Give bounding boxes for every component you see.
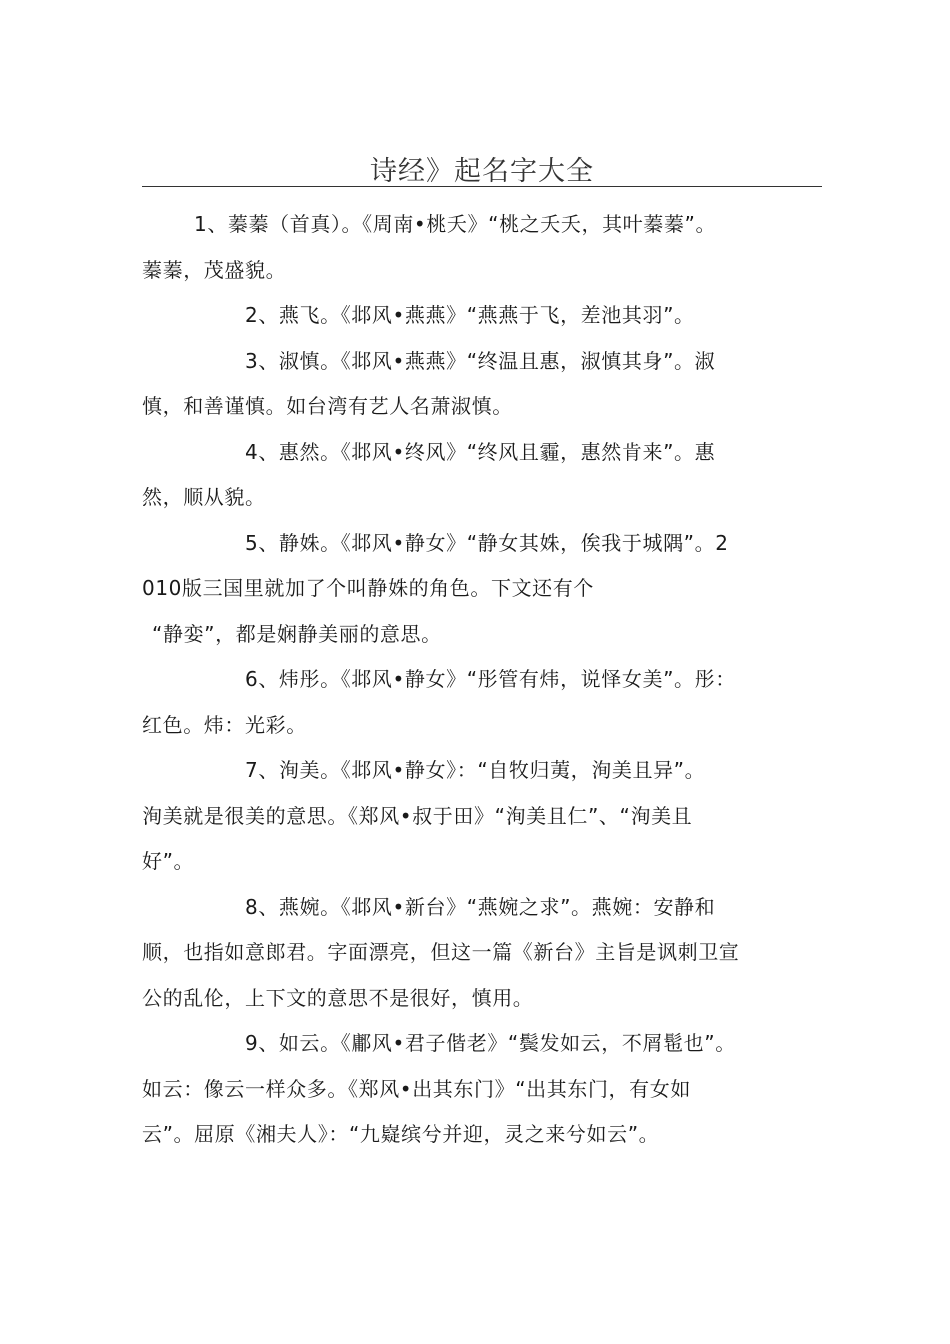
paragraph-line: 1、蓁蓁（首真）。《周南•桃夭》“桃之夭夭，其叶蓁蓁”。 — [194, 212, 717, 236]
paragraph-line: 公的乱伦，上下文的意思不是很好，慎用。 — [142, 985, 534, 1010]
paragraph-line: 好”。 — [142, 849, 195, 873]
paragraph-line: 8、燕婉。《邶风•新台》“燕婉之求”。燕婉：安静和 — [245, 894, 716, 919]
paragraph-line: 9、如云。《鄘风•君子偕老》“鬓发如云，不屑髢也”。 — [245, 1031, 736, 1055]
paragraph-line: 红色。炜：光彩。 — [142, 712, 307, 737]
paragraph-line: 4、惠然。《邶风•终风》“终风且霾，惠然肯来”。惠 — [245, 439, 716, 464]
paragraph-line: 5、静姝。《邶风•静女》“静女其姝，俟我于城隅”。2 — [245, 530, 729, 555]
paragraph-line: 慎，和善谨慎。如台湾有艺人名萧淑慎。 — [142, 394, 513, 418]
paragraph-line: 3、淑慎。《邶风•燕燕》“终温且惠，淑慎其身”。淑 — [245, 348, 716, 373]
paragraph-line: 然，顺从貌。 — [142, 485, 266, 509]
paragraph-line: 如云：像云一样众多。《郑风•出其东门》“出其东门，有女如 — [142, 1076, 691, 1101]
paragraph-line: 6、炜彤。《邶风•静女》“彤管有炜，说怿女美”。彤： — [245, 667, 736, 691]
document-body — [142, 202, 838, 1158]
paragraph-line: 顺，也指如意郎君。字面漂亮，但这一篇《新台》主旨是讽刺卫宣 — [142, 940, 740, 964]
paragraph-line: 洵美就是很美的意思。《郑风•叔于田》“洵美且仁”、“洵美且 — [142, 803, 693, 828]
paragraph-line: 云”。屈原《湘夫人》：“九嶷缤兮并迎，灵之来兮如云”。 — [142, 1122, 660, 1146]
title-underline — [142, 186, 822, 187]
paragraph-line: 2、燕飞。《邶风•燕燕》“燕燕于飞，差池其羽”。 — [245, 303, 695, 327]
document-title: 诗经》起名字大全 — [370, 156, 594, 187]
paragraph-line: 010版三国里就加了个叫静姝的角色。下文还有个 — [142, 576, 594, 600]
paragraph-line: “静娈”，都是娴静美丽的意思。 — [152, 621, 442, 646]
paragraph-line: 7、洵美。《邶风•静女》：“自牧归荑，洵美且异”。 — [245, 758, 706, 782]
paragraph-line: 蓁蓁，茂盛貌。 — [142, 257, 287, 282]
